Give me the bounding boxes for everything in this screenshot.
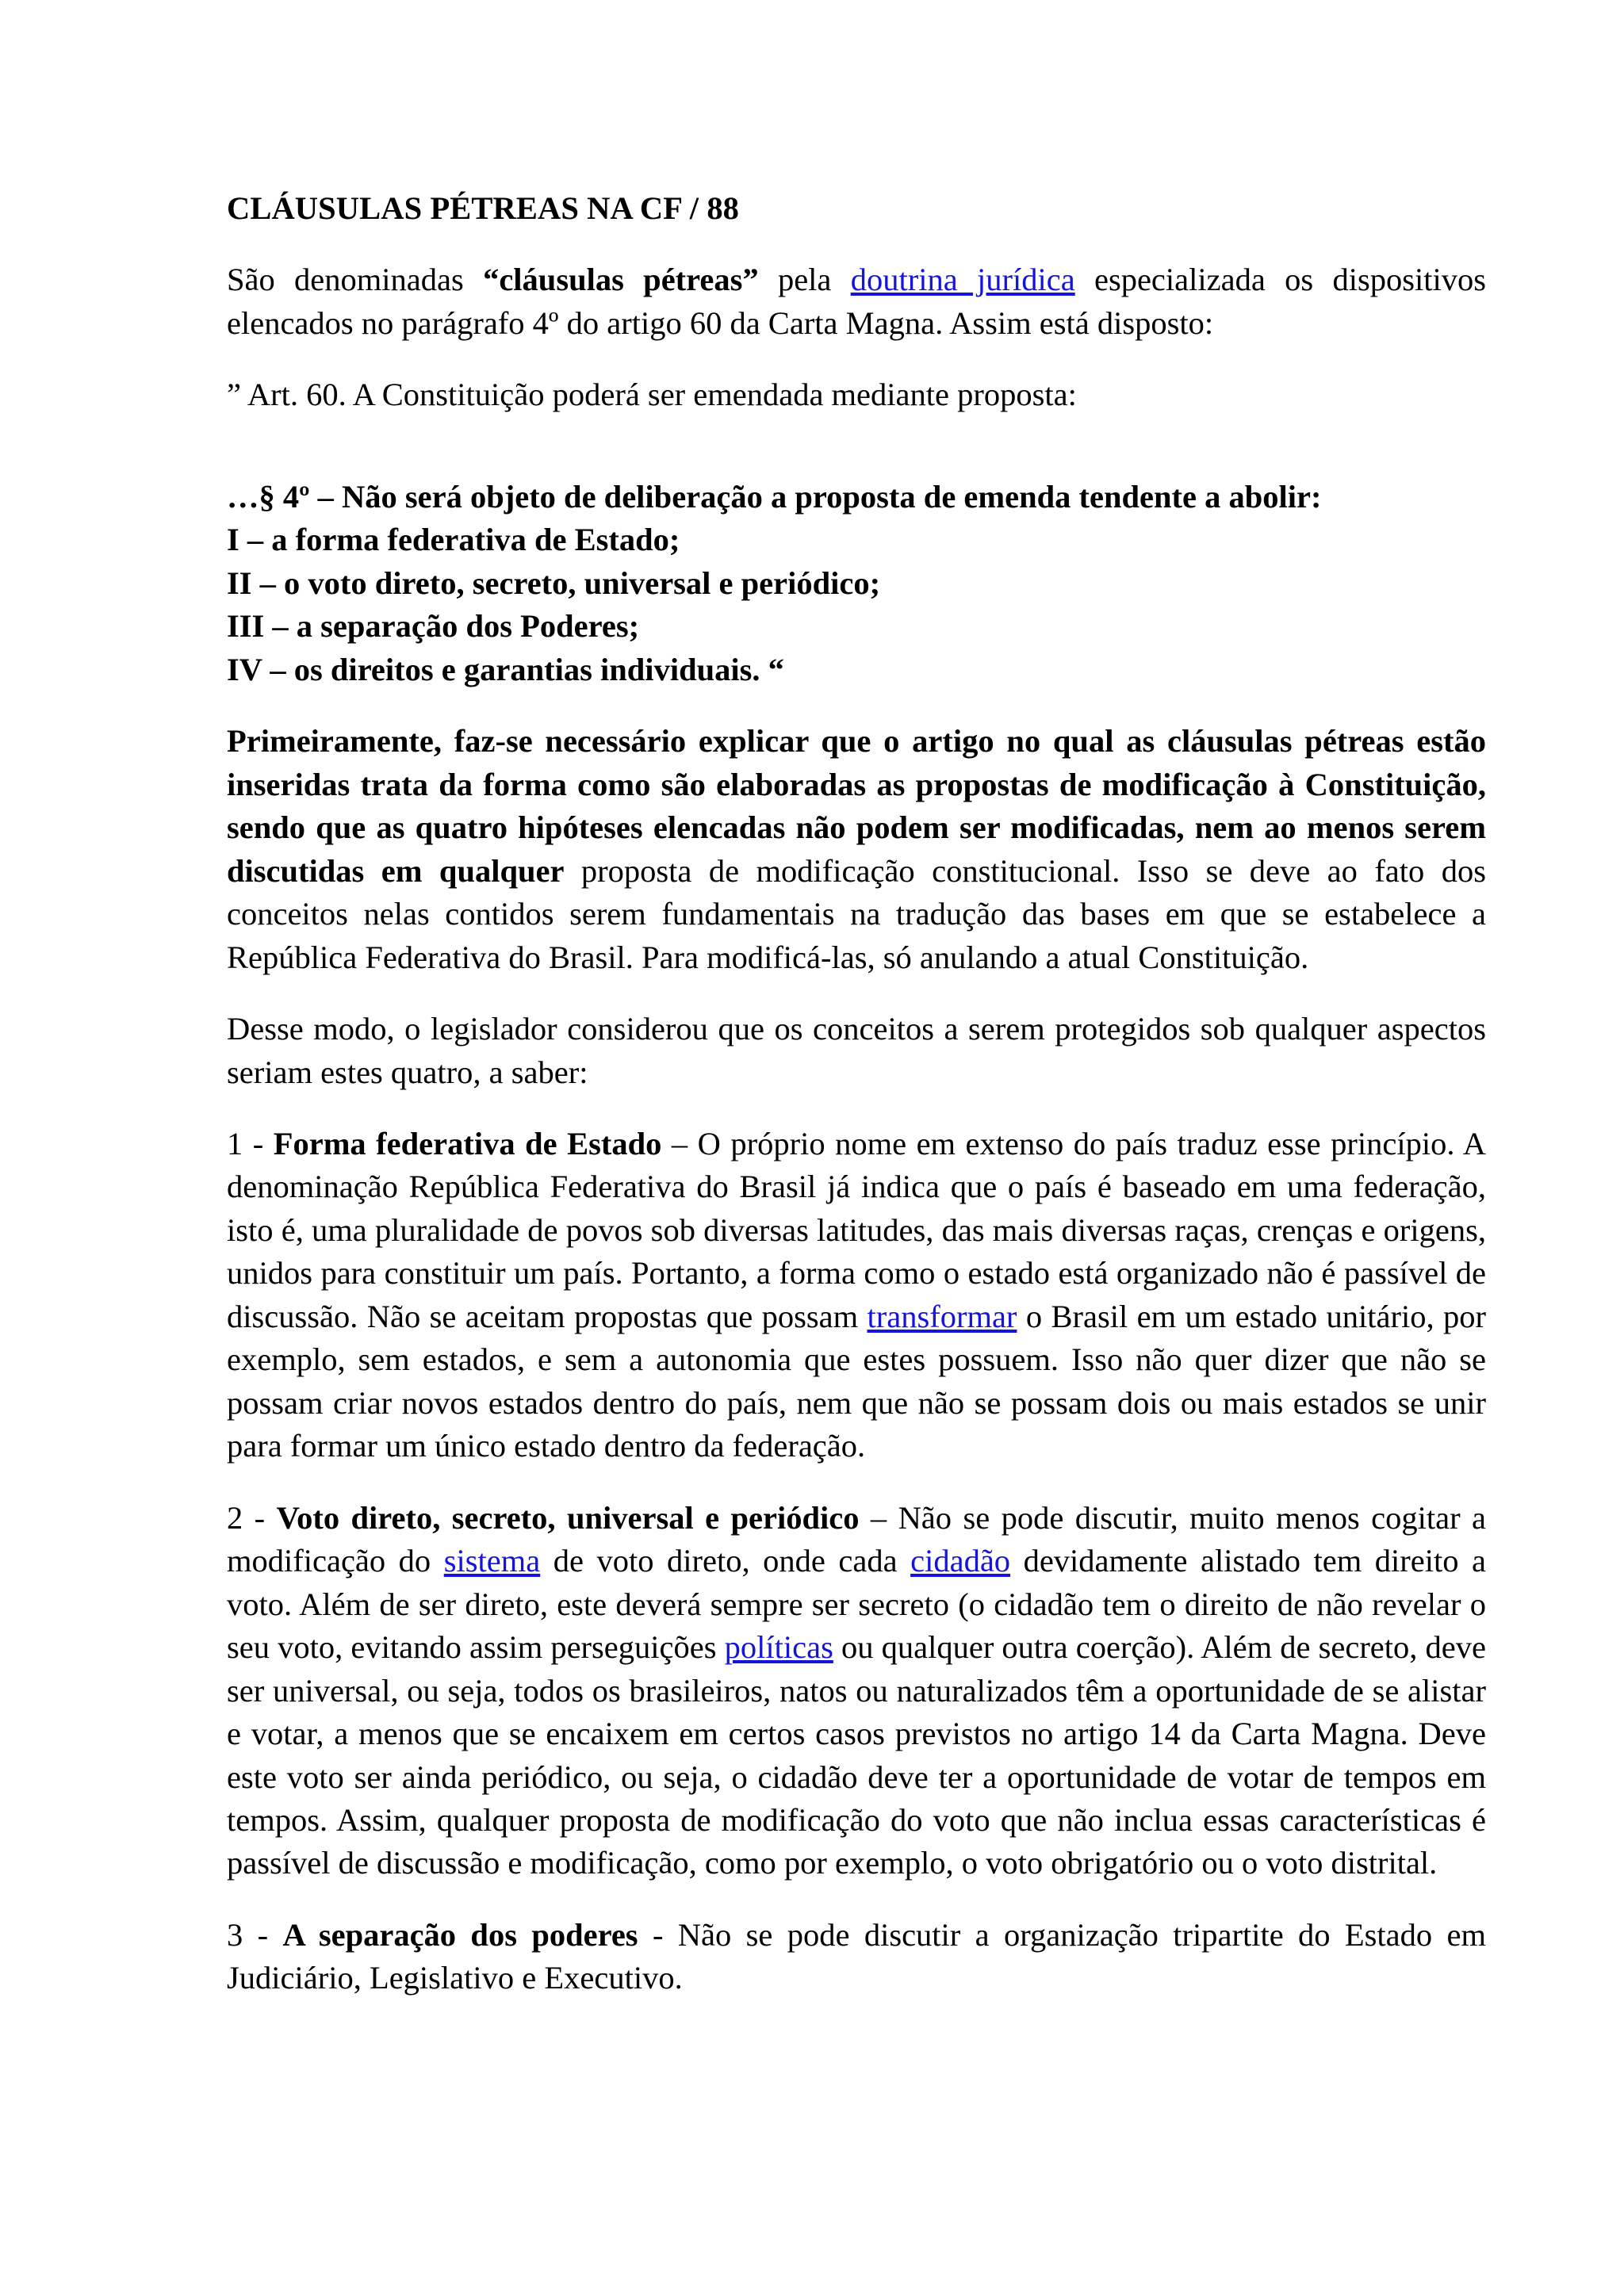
clause-2-paragraph	[227, 1497, 1486, 1885]
clause-2-body-c: devidamente alistado tem direito a voto. Além de ser direto, este deverá sempre ser secreto (o cidadão tem o direito de não revelar o seu voto, evitando assim perseguições	[227, 1543, 1486, 1666]
document-body	[227, 187, 1486, 2000]
clause-2-body-d: ou qualquer outra coerção). Além de secreto, deve ser universal, ou seja, todos os brasileiros, natos ou naturalizados têm a oportunidade de se alistar e votar, a menos que se encaixem em certos casos previstos no artigo 14 da Carta Magna. Deve este voto ser ainda periódico, ou seja, o cidadão deve ter a oportunidade de votar de tempos em tempos. Assim, qualquer proposta de modificação do voto que não inclua essas características é passível de discussão e modificação, como por exemplo, o voto obrigatório ou o voto distrital.	[227, 1629, 1486, 1881]
clause-1-paragraph	[227, 1123, 1486, 1468]
clause-2-body-a: – Não se pode discutir, muito menos cogitar a modificação do	[227, 1499, 1486, 1579]
intro-text-tail: especializada os dispositivos elencados no parágrafo 4º do artigo 60 da Carta Magna. Assim está disposto:	[227, 262, 1486, 341]
clause-3-term: A separação dos poderes	[282, 1916, 638, 1953]
clause-3-number: 3 -	[227, 1916, 283, 1953]
paragraph-four-block	[227, 476, 1486, 691]
spacer-after-list	[227, 691, 1486, 720]
link-transformar[interactable]: transformar	[867, 1298, 1017, 1334]
link-doutrina-juridica[interactable]: doutrina jurídica	[850, 262, 1075, 298]
page-title: CLÁUSULAS PÉTREAS NA CF / 88	[227, 190, 740, 226]
intro-text-mid: pela	[758, 262, 851, 298]
link-politicas[interactable]: políticas	[724, 1629, 833, 1666]
paragraph-four-heading: …§ 4º – Não será objeto de deliberação a proposta de emenda tendente a abolir:	[227, 478, 1322, 515]
link-sistema[interactable]: sistema	[443, 1543, 541, 1579]
clause-1-body-b: o Brasil em um estado unitário, por exemplo, sem estados, e sem a autonomia que estes possuem. Isso não quer dizer que não se possam criar novos estados dentro do país, nem que não se possam dois ou mais estados se unir para formar um único estado dentro da federação.	[227, 1298, 1486, 1464]
paragraph-four-item-4: IV – os direitos e garantias individuais. “	[227, 651, 784, 687]
intro-bold-term: “cláusulas pétreas”	[483, 262, 759, 298]
paragraph-four-item-1: I – a forma federativa de Estado;	[227, 522, 680, 558]
link-cidadao[interactable]: cidadão	[910, 1543, 1011, 1579]
explanation-paragraph	[227, 720, 1486, 979]
article-quote-paragraph: ” Art. 60. A Constituição poderá ser emendada mediante proposta:	[227, 377, 1077, 413]
explanation-plain-text: proposta de modificação constitucional. Isso se deve ao fato dos conceitos nelas contidos serem fundamentais na tradução das bases em que se estabelece a República Federativa do Brasil. Para modificá-las, só anulando a atual Constituição.	[227, 852, 1486, 975]
clause-1-number: 1 -	[227, 1125, 274, 1161]
paragraph-four-item-3: III – a separação dos Poderes;	[227, 608, 640, 645]
clause-2-body-b: de voto direto, onde cada	[540, 1543, 911, 1579]
clause-2-number: 2 -	[227, 1499, 277, 1536]
clause-3-body-a: - Não se pode discutir a organização tripartite do Estado em Judiciário, Legislativo e Executivo.	[227, 1916, 1486, 1996]
explanation-bold-text: Primeiramente, faz-se necessário explicar que o artigo no qual as cláusulas pétreas estão inseridas trata da forma como são elaboradas as propostas de modificação à Constituição, sendo que as quatro hipóteses elencadas não podem ser modificadas, nem ao menos serem discutidas em qualquer	[227, 723, 1486, 889]
lead-in-paragraph: Desse modo, o legislador considerou que os conceitos a serem protegidos sob qualquer aspectos seriam estes quatro, a saber:	[227, 1011, 1486, 1090]
clause-1-term: Forma federativa de Estado	[273, 1125, 662, 1161]
clause-2-term: Voto direto, secreto, universal e periódico	[276, 1499, 860, 1536]
clause-3-paragraph	[227, 1914, 1486, 2000]
intro-paragraph	[227, 258, 1486, 345]
paragraph-four-item-2: II – o voto direto, secreto, universal e periódico;	[227, 564, 881, 601]
intro-text-lead: São denominadas	[227, 262, 484, 298]
clause-1-body-a: – O próprio nome em extenso do país traduz esse princípio. A denominação República Federativa do Brasil já indica que o país é baseado em uma federação, isto é, uma pluralidade de povos sob diversas latitudes, das mais diversas raças, crenças e origens, unidos para constituir um país. Portanto, a forma como o estado está organizado não é passível de discussão. Não se aceitam propostas que possam	[227, 1125, 1486, 1334]
